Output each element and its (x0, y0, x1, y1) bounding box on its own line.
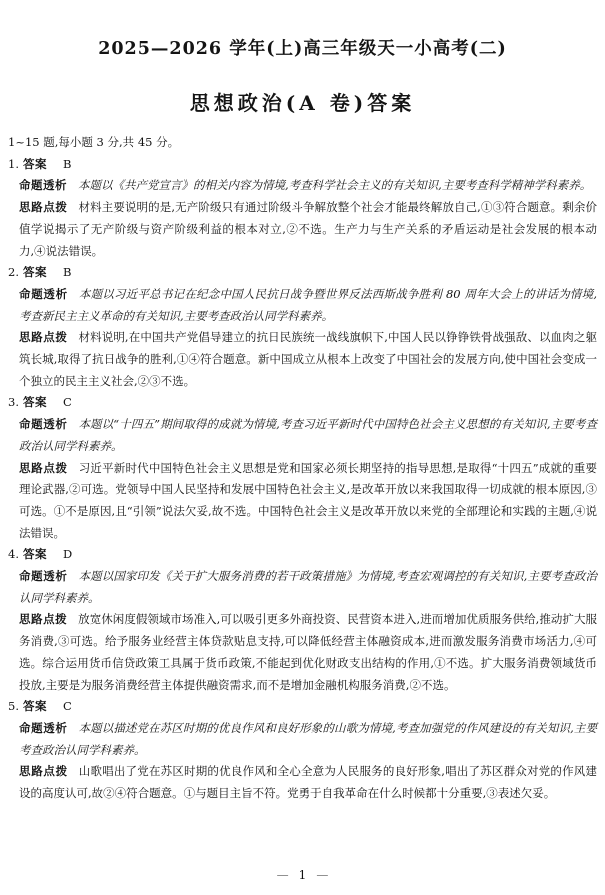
question-number: 2. (8, 265, 19, 280)
question-number: 5. (8, 699, 19, 714)
answer-value: C (62, 699, 72, 714)
analysis-label: 命题透析 (19, 417, 68, 432)
answer-line (8, 544, 597, 566)
question-block-5 (8, 696, 597, 805)
scoring-note: 1~15 题,每小题 3 分,共 45 分。 (8, 135, 180, 149)
tips-paragraph (19, 327, 597, 392)
paper-subtitle: 思想政治(A 卷)答案 (189, 91, 416, 115)
answer-label: 答案 (22, 265, 47, 280)
footer-left-dash: — (276, 868, 289, 882)
analysis-label: 命题透析 (19, 569, 68, 584)
answer-label: 答案 (22, 699, 47, 714)
question-block-2 (8, 262, 597, 392)
tips-text: 材料说明,在中国共产党倡导建立的抗日民族统一战线旗帜下,中国人民以铮铮铁骨战强敌、以血肉之躯筑长城,取得了抗日战争的胜利,①④符合题意。新中国成立从根本上改变了中国社会的发展方向,使中国社会变成一个独立的民主主义社会,②③不选。 (19, 330, 597, 388)
answer-value: C (62, 395, 72, 410)
analysis-paragraph (19, 718, 597, 761)
tips-label: 思路点拨 (19, 764, 68, 779)
tips-label: 思路点拨 (19, 330, 68, 345)
answer-value: B (62, 265, 72, 280)
tips-label: 思路点拨 (19, 200, 68, 215)
tips-text: 山歌唱出了党在苏区时期的优良作风和全心全意为人民服务的良好形象,唱出了苏区群众对党的作风建设的高度认可,故②④符合题意。①与题目主旨不符。党勇于自我革命在什么时候都十分重要,③表述欠妥。 (19, 764, 597, 801)
tips-paragraph (19, 761, 597, 804)
tips-text: 放宽休闲度假领域市场准入,可以吸引更多外商投资、民营资本进入,进而增加优质服务供给,推动扩大服务消费,③可选。给予服务业经营主体贷款贴息支持,可以降低经营主体融资成本,进而激发服务消费市场活力,④可选。综合运用货币信贷政策工具属于货币政策,不能起到优化财政支出结构的作用,①不选。扩大服务消费领域货币投放,主要是为服务消费经营主体提供融资需求,而不是增加金融机构服务消费,②不选。 (19, 612, 598, 692)
analysis-text: 本题以国家印发《关于扩大服务消费的若干政策措施》为情境,考查宏观调控的有关知识,主要考查政治认同学科素养。 (19, 569, 597, 605)
page-number: 1 (298, 868, 307, 882)
footer-right-dash: — (316, 868, 329, 882)
tips-paragraph (19, 609, 597, 696)
question-block-1 (8, 154, 597, 263)
analysis-text: 本题以习近平总书记在纪念中国人民抗日战争暨世界反法西斯战争胜利 80 周年大会上的讲话为情境,考查新民主主义革命的有关知识,主要考查政治认同学科素养。 (19, 286, 597, 323)
answer-value: D (62, 547, 73, 562)
tips-paragraph (19, 458, 597, 545)
tips-text: 材料主要说明的是,无产阶级只有通过阶级斗争解放整个社会才能最终解放自己,①③符合题意。剩余价值学说揭示了无产阶级与资产阶级利益的根本对立,②不选。生产力与生产关系的矛盾运动是社会发展的根本动力,④说法错误。 (19, 200, 597, 258)
analysis-paragraph (19, 414, 597, 457)
question-number: 1. (8, 156, 19, 171)
analysis-paragraph (19, 284, 597, 327)
answer-line (8, 262, 597, 284)
answer-line (8, 154, 597, 176)
analysis-paragraph (19, 175, 597, 197)
analysis-label: 命题透析 (19, 286, 68, 301)
tips-label: 思路点拨 (19, 460, 68, 475)
answer-line (8, 696, 597, 718)
answer-line (8, 392, 597, 414)
question-number: 3. (8, 395, 19, 410)
analysis-text: 本题以描述党在苏区时期的优良作风和良好形象的山歌为情境,考查加强党的作风建设的有关知识,主要考查政治认同学科素养。 (19, 720, 597, 757)
analysis-text: 本题以《共产党宣言》的相关内容为情境,考查科学社会主义的有关知识,主要考查科学精神学科素养。 (78, 178, 592, 193)
answer-value: B (62, 156, 72, 171)
analysis-text: 本题以“十四五”期间取得的成就为情境,考查习近平新时代中国特色社会主义思想的有关知识,主要考查政治认同学科素养。 (19, 417, 597, 453)
page-footer (0, 868, 605, 882)
tips-text: 习近平新时代中国特色社会主义思想是党和国家必须长期坚持的指导思想,是取得“十四五”成就的重要理论武器,②可选。党领导中国人民坚持和发展中国特色社会主义,是改革开放以来我国取得一切成就的根本原因,③可选。①不是原因,且“引领”说法欠妥,故不选。中国特色社会主义是改革开放以来党的全部理论和实践的主题,④说法错误。 (19, 460, 597, 540)
analysis-label: 命题透析 (19, 178, 67, 193)
answer-label: 答案 (22, 156, 47, 171)
tips-paragraph (19, 197, 597, 262)
question-block-4 (8, 544, 597, 696)
analysis-paragraph (19, 566, 597, 609)
question-block-3 (8, 392, 597, 544)
question-number: 4. (8, 547, 19, 562)
exam-title: 2025—2026 学年(上)高三年级天一小高考(二) (98, 39, 507, 59)
tips-label: 思路点拨 (19, 612, 68, 627)
analysis-label: 命题透析 (19, 720, 68, 735)
answer-label: 答案 (22, 547, 47, 562)
answer-label: 答案 (22, 395, 47, 410)
